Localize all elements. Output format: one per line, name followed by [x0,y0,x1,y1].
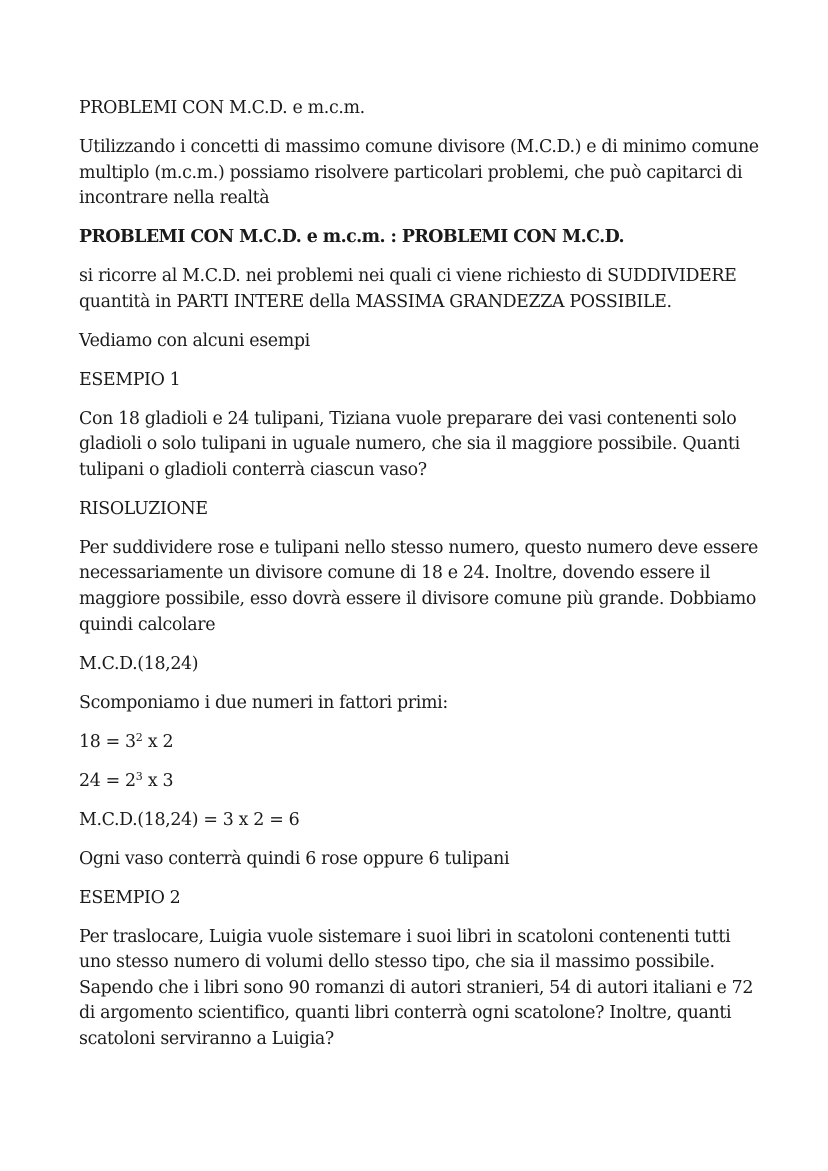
example1-solution-label: RISOLUZIONE [79,498,208,519]
examples-intro: Vediamo con alcuni esempi [79,330,310,351]
factor-intro: Scomponiamo i due numeri in fattori primi: [79,692,448,713]
example2-problem: Per traslocare, Luigia vuole sistemare i suoi libri in scatoloni contenenti tutti uno stesso numero di volumi dello stesso tipo, che sia il massimo possibile. Sapendo che i libri sono 90 romanzi di autori stranieri, 54 di autori italiani e 72 di argomento scientifico, quanti libri conterrà ogni scatolone? Inoltre, quanti scatoloni serviranno a Luigia? [79,926,754,1049]
document-title: PROBLEMI CON M.C.D. e m.c.m. [79,98,365,118]
factor2-lhs: 24 = 2 [79,770,136,791]
factor2-exponent: 3 [135,769,143,783]
rule-paragraph: si ricorre al M.C.D. nei problemi nei quali ci viene richiesto di SUDDIVIDERE quantità in PARTI INTERE della MASSIMA GRANDEZZA POSSIBILE. [79,266,737,312]
factor1-rhs: x 2 [142,731,174,752]
document-page [79,96,759,1066]
example1-solution-text: Per suddividere rose e tulipani nello stesso numero, questo numero deve essere necessariamente un divisore comune di 18 e 24. Inoltre, dovendo essere il maggiore possibile, esso dovrà essere il divisore comune più grande. Dobbiamo quindi calcolare [79,537,758,635]
example2-label: ESEMPIO 2 [79,887,181,908]
example1-label: ESEMPIO 1 [79,369,181,390]
section-heading: PROBLEMI CON M.C.D. e m.c.m. : PROBLEMI CON M.C.D. [79,227,625,248]
example1-problem: Con 18 gladioli e 24 tulipani, Tiziana vuole preparare dei vasi contenenti solo gladioli o solo tulipani in uguale numero, che sia il maggiore possibile. Quanti tulipani o gladioli conterrà ciascun vaso? [79,408,740,480]
factor2-rhs: x 3 [142,770,174,791]
factorization-24 [79,769,759,795]
factor1-lhs: 18 = 3 [79,731,136,752]
intro-paragraph: Utilizzando i concetti di massimo comune divisore (M.C.D.) e di minimo comune multiplo (m.c.m.) possiamo risolvere particolari problemi, che può capitarci di incontrare nella realtà [79,136,759,209]
example1-conclusion: Ogni vaso conterrà quindi 6 rose oppure 6 tulipani [79,848,510,869]
factor1-exponent: 2 [135,730,143,744]
factorization-18 [79,730,759,756]
gcd-result: M.C.D.(18,24) = 3 x 2 = 6 [79,809,300,830]
gcd-expression: M.C.D.(18,24) [79,653,199,674]
